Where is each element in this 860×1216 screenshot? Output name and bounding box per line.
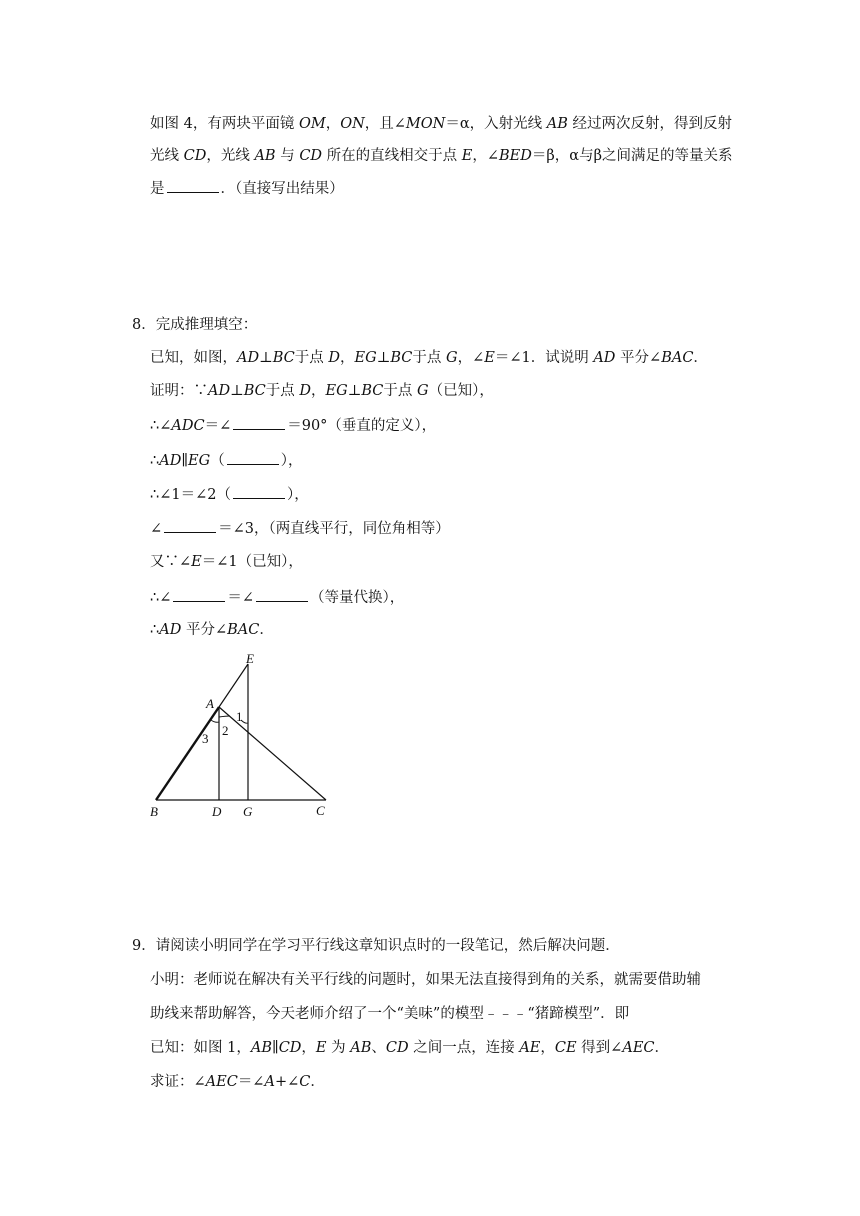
q8-step-3: ∴∠1＝∠2（ ）， [150, 484, 309, 505]
q8-given: 已知，如图，AD⊥BC于点 D，EG⊥BC于点 G，∠E＝∠1．试说明 AD 平分∠BAC． [150, 350, 708, 366]
label-2: 2 [222, 723, 229, 738]
answer-blank[interactable] [164, 518, 216, 533]
q9-line-4: 求证：∠AEC＝∠A+∠C． [150, 1074, 325, 1090]
q7-line-1: 如图 4，有两块平面镜 OM，ON，且∠MON＝α，入射光线 AB 经过两次反射，得到反射 [150, 116, 732, 132]
q8-proof-start: 证明：∵AD⊥BC于点 D，EG⊥BC于点 G（已知）， [150, 383, 494, 399]
label-1: 1 [236, 709, 243, 724]
answer-blank[interactable] [227, 450, 279, 465]
q8-title: 8．完成推理填空： [132, 317, 258, 333]
q8-step-6: ∴∠ ＝∠ （等量代换）， [150, 587, 404, 608]
q8-step-2: ∴AD∥EG（ ）， [150, 450, 302, 471]
q9-line-2: 助线来帮助解答，今天老师介绍了一个“美味”的模型﹣﹣﹣“猪蹄模型”．即 [150, 1006, 630, 1022]
q7-line-3: 是 ．（直接写出结果） [150, 178, 344, 199]
triangle-figure [148, 650, 348, 820]
angle-arc-3 [211, 720, 219, 722]
label-b: B [150, 804, 158, 819]
label-e: E [246, 651, 254, 666]
answer-blank[interactable] [233, 484, 285, 499]
answer-blank[interactable] [233, 415, 285, 430]
q8-step-7: ∴AD 平分∠BAC． [150, 622, 274, 638]
q8-step-5: 又∵∠E＝∠1（已知）， [150, 554, 303, 570]
answer-blank[interactable] [173, 587, 225, 602]
segment-ae [219, 664, 248, 707]
angle-arc-2 [219, 716, 230, 717]
label-a: A [206, 696, 214, 711]
answer-blank[interactable] [167, 178, 219, 193]
label-d: D [212, 804, 222, 819]
q9-line-3: 已知：如图 1，AB∥CD，E 为 AB、CD 之间一点，连接 AE，CE 得到∠AEC． [150, 1040, 669, 1056]
label-3: 3 [202, 731, 209, 746]
label-g: G [243, 804, 253, 819]
segment-ba [156, 707, 219, 800]
label-c: C [316, 803, 325, 818]
answer-blank[interactable] [256, 587, 308, 602]
q9-line-1: 小明：老师说在解决有关平行线的问题时，如果无法直接得到角的关系，就需要借助辅 [150, 972, 701, 988]
q8-step-4: ∠ ＝∠3，（两直线平行，同位角相等） [150, 518, 450, 539]
q9-title: 9．请阅读小明同学在学习平行线这章知识点时的一段笔记，然后解决问题． [132, 938, 620, 954]
q8-step-1: ∴∠ADC＝∠ ＝90°（垂直的定义）， [150, 415, 436, 436]
q7-line-2: 光线 CD，光线 AB 与 CD 所在的直线相交于点 E，∠BED＝β，α与β之间满足的等量关系 [150, 148, 733, 164]
